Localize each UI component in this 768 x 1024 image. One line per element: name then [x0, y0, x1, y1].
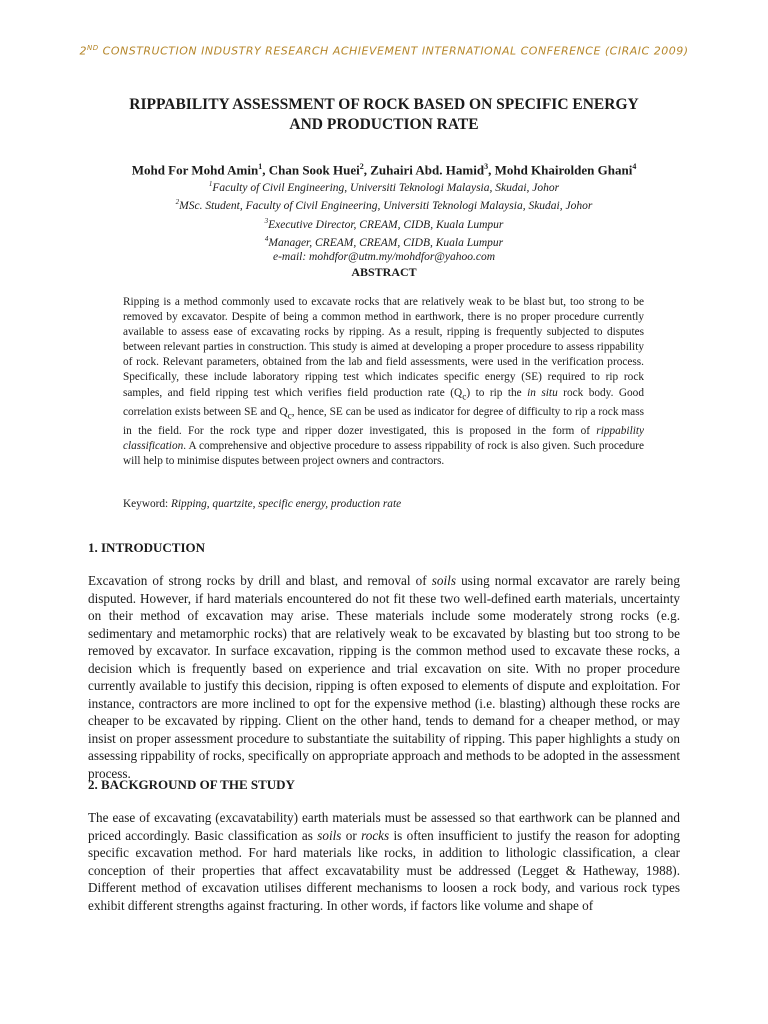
affiliation-sup: 2: [175, 198, 180, 207]
subscript-c: c: [462, 391, 467, 402]
abstract-body: Ripping is a method commonly used to excavate rocks that are relatively weak to be blast but, too strong to be removed by excavator. Despite of being a common method in earthwork, there is no proper procedure currently available to assess ease of excavating rocks by ripping. As a result, ripping is frequently subjected to disputes between relevant parties in construction. This study is aimed at developing a proper procedure to assess rippability of rock. Relevant parameters, obtained from the lab and field assessments, were used in the verification process. Specifically, these include laboratory ripping test which indicates specific energy (SE) required to rip rock samples, and field ripping test which verifies field production rate $(Q_c)$ to rip the in situ rock body. Good correlation exists between SE and $Q_c$, hence, SE can be used as indicator for degree of difficulty to rip a rock mass in the field. For the rock type and ripper dozer investigated, this is proposed in the form of rippability classification. A comprehensive and objective procedure to assess rippability of rock is also given. Such procedure will help to minimise disputes between project owners and contractors.: [123, 296, 644, 468]
conference-header: [0, 44, 768, 58]
affiliation-sup: 1: [208, 180, 213, 188]
section-heading-introduction: 1. INTRODUCTION: [88, 540, 206, 555]
affiliation-text: Executive Director, CREAM, CIDB, Kuala Lumpur: [268, 218, 504, 231]
in-situ-term: in situ: [527, 386, 558, 399]
affiliation: [40, 232, 728, 250]
affiliation: [40, 177, 728, 195]
title-line-1: RIPPABILITY ASSESSMENT OF ROCK BASED ON SPECIFIC ENERGY: [129, 96, 639, 113]
header-ordinal-sup: ND: [87, 44, 99, 52]
affiliation-list: [40, 177, 728, 265]
affiliation-sup: 4: [264, 234, 269, 243]
rocks-term: rocks: [361, 827, 390, 843]
affiliation-text: Faculty of Civil Engineering, Universiti Teknologi Malaysia, Skudai, Johor: [212, 181, 560, 194]
affiliation-text: MSc. Student, Faculty of Civil Engineering, Universiti Teknologi Malaysia, Skudai, Johor: [179, 200, 593, 213]
soils-term: soils: [431, 573, 456, 588]
keyword-label: Keyword:: [123, 498, 172, 510]
paper-title: [60, 95, 708, 135]
affiliation: [40, 214, 728, 232]
author-sup: 3: [484, 162, 489, 171]
author-name: Mohd Khairolden Ghani: [494, 162, 633, 178]
section-heading-background: 2. BACKGROUND OF THE STUDY: [88, 777, 295, 792]
author-name: Mohd For Mohd Amin: [131, 162, 259, 178]
author-list: Mohd For Mohd Amin$^1$, Chan Sook Huei$^2$, Zuhairi Abd. Hamid$^3$, Mohd Khairolden Ghani$^4$: [131, 162, 637, 178]
author-sup: 1: [258, 162, 263, 171]
title-line-2: AND PRODUCTION RATE: [289, 116, 479, 133]
author-sup: 2: [359, 162, 364, 171]
introduction-paragraph: Excavation of strong rocks by drill and blast, and removal of soils using normal excavator are rarely being disputed. However, if hard materials encountered do not fit these two well-defined earth materials, uncertainty on their method of excavation may arise. These materials include some moderately strong rocks (e.g. sedimentary and metamorphic rocks) that are relatively weak to be excavated by blasting but too strong to be removed by excavator. In surface excavation, ripping is the common method used to excavate these rocks, a decision which is frequently based on experience and trial excavation on site. With no proper procedure currently available to justify this decision, ripping is often exposed to elements of dispute and exploitation. For instance, contractors are more inclined to opt for the expensive method (i.e. blasting) although these rocks are cheaper to be excavated by ripping. Client on the other hand, tends to demand for a cheaper method, or may insist on proper assessment procedure to substantiate the suitability of ripping. This paper highlights a study on assessing rippability of rocks, specifically on appropriate approach and methods to be adopted in the assessment process.: [88, 573, 680, 781]
email: e-mail: mohdfor@utm.my/mohdfor@yahoo.com: [272, 251, 496, 264]
header-ordinal: 2: [79, 44, 87, 58]
header-text: CONSTRUCTION INDUSTRY RESEARCH ACHIEVEMENT INTERNATIONAL CONFERENCE (CIRAIC 2009): [102, 44, 689, 58]
keywords: [123, 498, 644, 510]
subscript-c: c: [287, 411, 292, 422]
author-name: Chan Sook Huei: [268, 162, 360, 178]
abstract-heading: ABSTRACT: [351, 265, 417, 279]
keyword-value: Ripping, quartzite, specific energy, production rate: [171, 498, 402, 510]
author-sup: 4: [632, 162, 637, 171]
author-name: Zuhairi Abd. Hamid: [370, 162, 485, 178]
soils-term: soils: [317, 827, 342, 843]
affiliation-text: Manager, CREAM, CREAM, CIDB, Kuala Lumpur: [268, 236, 504, 249]
background-paragraph: The ease of excavating (excavatability) earth materials must be assessed so that earthwork can be planned and priced accordingly. Basic classification as soils or rocks is often insufficient to justify the reason for adopting specific excavation method. For hard materials like rocks, in addition to lithologic classification, a clear conception of their properties that affect excavatability must be addressed (Legget & Hatheway, 1988). Different method of excavation utilises different mechanisms to loosen a rock body, and various rock types exhibit different strengths against fracturing. In other words, if factors like volume and shape of: [88, 810, 680, 913]
affiliation-sup: 3: [264, 216, 269, 225]
rippability-term: rippability classification: [123, 425, 644, 453]
affiliation: [40, 195, 728, 213]
